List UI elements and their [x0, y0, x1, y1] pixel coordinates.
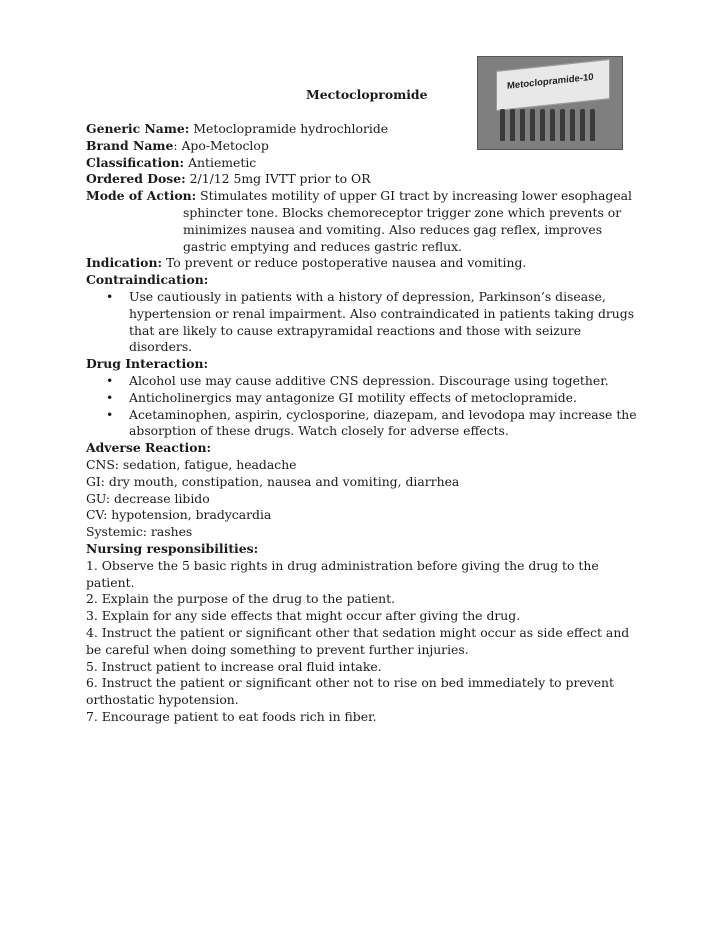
list-item: • Acetaminophen, aspirin, cyclosporine, diazepam, and levodopa may increase the absorption of these drugs. Watch closely for adverse effects.: [106, 406, 637, 439]
mode-of-action-row: Mode of Action: Stimulates motility of upper GI tract by increasing lower esophageal sphincter tone. Blocks chemoreceptor trigger zone which prevents or minimizes nausea and vomiting. Also reduces gag reflex, improves gastric emptying and reduces gastric reflux.: [86, 188, 633, 254]
adverse-line-cns: CNS: sedation, fatigue, headache: [86, 456, 297, 472]
adverse-reaction-heading: Adverse Reaction:: [86, 440, 212, 456]
generic-name-row: Generic Name: Metoclopramide hydrochloride: [86, 121, 389, 136]
nursing-heading: Nursing responsibilities:: [86, 540, 259, 556]
page-title: Mectoclopromide: [306, 87, 428, 102]
nursing-item: 1. Observe the 5 basic rights in drug administration before giving the drug to the patient.: [86, 557, 599, 590]
medicine-box: [496, 59, 610, 111]
box-label: Metoclopramide-10: [507, 71, 594, 92]
adverse-line-gu: GU: decrease libido: [86, 490, 210, 506]
list-item: • Use cautiously in patients with a history of depression, Parkinson’s disease, hypertension or renal impairment. Also contraindicated in patients taking drugs that are likely to cause extrapyramidal reactions and those with seizure disorders.: [106, 288, 635, 355]
nursing-item: 6. Instruct the patient or significant other not to rise on bed immediately to prevent orthostatic hypotension.: [86, 675, 614, 708]
nursing-item: 2. Explain the purpose of the drug to the patient.: [86, 591, 396, 607]
brand-name-row: Brand Name: Apo-Metoclop: [86, 137, 269, 153]
nursing-item: 5. Instruct patient to increase oral fluid intake.: [86, 658, 382, 674]
indication-row: Indication: To prevent or reduce postoperative nausea and vomiting.: [86, 255, 527, 271]
classification-row: Classification: Antiemetic: [86, 154, 257, 170]
contraindication-heading: Contraindication:: [86, 272, 209, 288]
nursing-item: 3. Explain for any side effects that might occur after giving the drug.: [86, 608, 521, 624]
document-body: [86, 121, 646, 726]
drug-interaction-list: [86, 373, 646, 440]
nursing-item: 4. Instruct the patient or significant other that sedation might occur as side effect and be careful when doing something to prevent further injuries.: [86, 624, 630, 657]
list-item: • Anticholinergics may antagonize GI motility effects of metoclopramide.: [106, 389, 577, 405]
nursing-item: 7. Encourage patient to eat foods rich in fiber.: [86, 708, 377, 724]
list-item: • Alcohol use may cause additive CNS depression. Discourage using together.: [106, 372, 609, 388]
adverse-line-gi: GI: dry mouth, constipation, nausea and vomiting, diarrhea: [86, 473, 460, 489]
drug-interaction-heading: Drug Interaction:: [86, 356, 209, 372]
contraindication-list: [86, 289, 646, 356]
adverse-line-systemic: Systemic: rashes: [86, 524, 193, 540]
ordered-dose-row: Ordered Dose: 2/1/12 5mg IVTT prior to OR: [86, 171, 371, 187]
adverse-line-cv: CV: hypotension, bradycardia: [86, 507, 272, 523]
